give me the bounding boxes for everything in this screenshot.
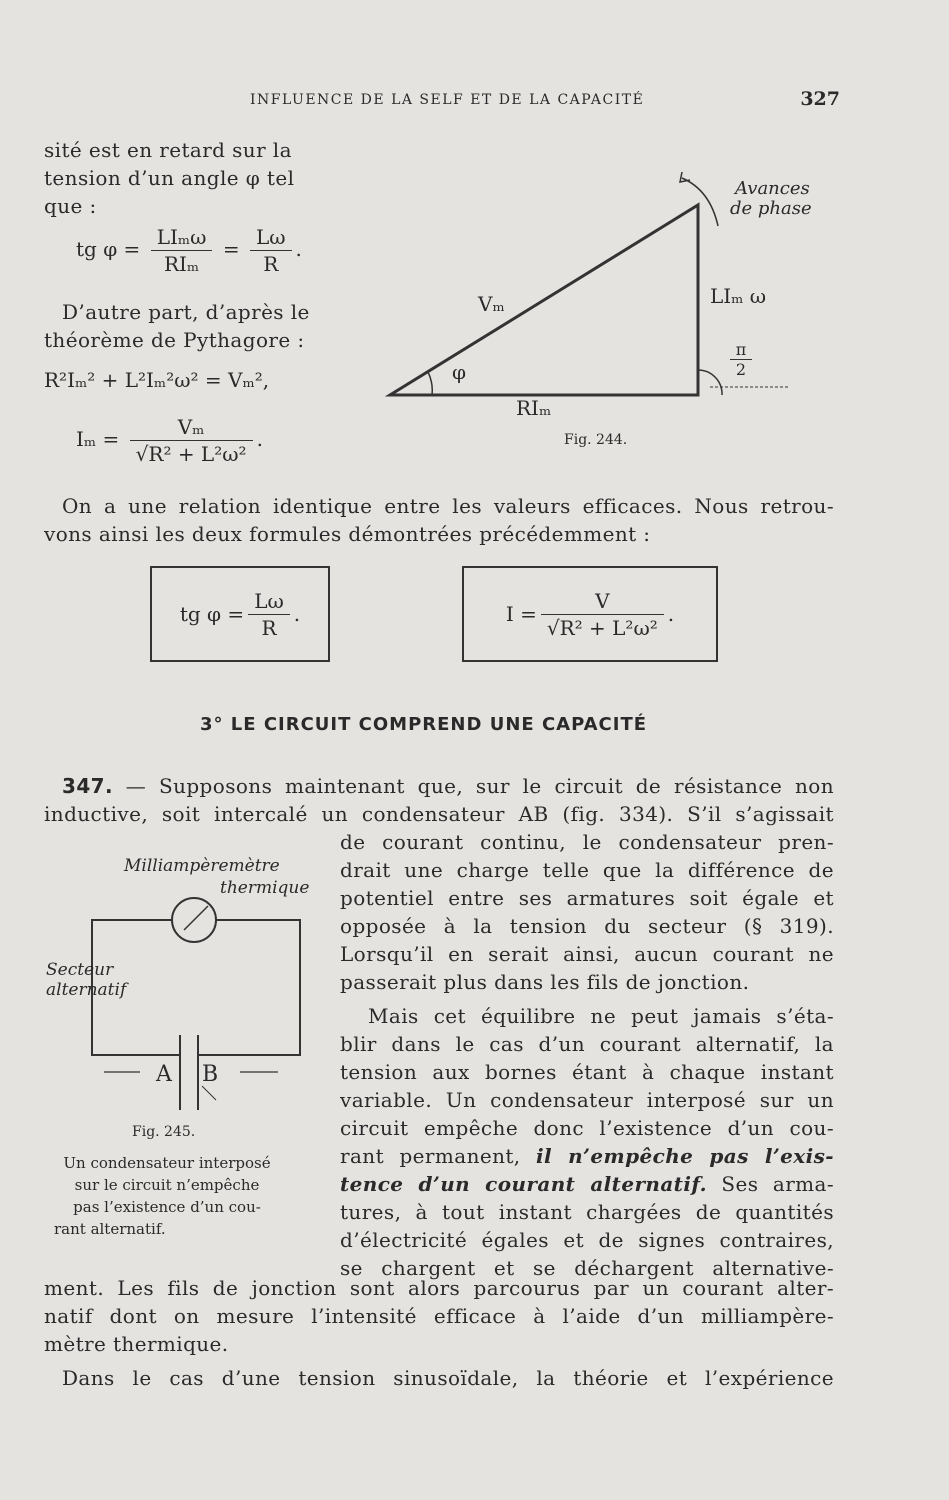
arrow-label-1: Avances bbox=[735, 178, 810, 199]
text-line: opposée à la tension du secteur (§ 319). bbox=[340, 914, 834, 938]
text-line: blir dans le cas d’un courant alternatif, la bbox=[340, 1032, 834, 1056]
plate-b-label: B bbox=[202, 1062, 219, 1087]
fraction: $\frac{L\omega}{R}$ bbox=[250, 224, 292, 277]
text-line: inductive, soit intercalé un condensateur AB (fig. 334). S’il s’agissait bbox=[44, 802, 834, 826]
source-label-1: Secteur bbox=[46, 960, 114, 980]
running-title: INFLUENCE DE LA SELF ET DE LA CAPACITÉ bbox=[250, 92, 645, 108]
meter-label-2: thermique bbox=[220, 878, 310, 898]
caption-line: sur le circuit n’empêche bbox=[74, 1176, 260, 1194]
text-line: Mais cet équilibre ne peut jamais s’éta- bbox=[368, 1004, 834, 1028]
text-line: circuit empêche donc l’existence d’un cou- bbox=[340, 1116, 834, 1140]
formula-box-current: I = $\frac{V}{\text{√R² + L²ω²}}$ . bbox=[462, 566, 718, 662]
text-line: rant permanent, il n’empêche pas l’exis- bbox=[340, 1144, 834, 1168]
text-line: passerait plus dans les fils de jonction. bbox=[340, 970, 750, 994]
text-line: se chargent et se déchargent alternative- bbox=[340, 1256, 834, 1280]
text-line: variable. Un condensateur interposé sur un bbox=[340, 1088, 834, 1112]
hypotenuse-label: Vₘ bbox=[478, 292, 505, 316]
section-heading: 3° LE CIRCUIT COMPREND UNE CAPACITÉ bbox=[200, 714, 648, 735]
equation-tan-phi: tg φ = $\frac{\text{LIₘω}}{\text{RIₘ}}$ = $\frac{L\omega}{R}$ . bbox=[76, 225, 302, 276]
vertical-label: LIₘ ω bbox=[710, 284, 767, 308]
right-column-text bbox=[340, 828, 834, 1282]
caption-line: Un condensateur interposé bbox=[63, 1154, 271, 1172]
last-line: Dans le cas d’une tension sinusoïdale, la théorie et l’expérience bbox=[62, 1366, 834, 1390]
base-label: RIₘ bbox=[516, 396, 552, 420]
meter-label-1: Milliampèremètre bbox=[124, 856, 280, 876]
equation-im: Iₘ = $\frac{\text{Vₘ}}{\text{√R² + L²ω²}}$ . bbox=[76, 415, 263, 466]
formula-box-tan: tg φ = $\frac{L\omega}{R}$ . bbox=[150, 566, 330, 662]
text-line: 347. — Supposons maintenant que, sur le circuit de résistance non bbox=[62, 774, 834, 798]
text-line: natif dont on mesure l’intensité efficace à l’aide d’un milliampère- bbox=[44, 1304, 834, 1328]
figure-245 bbox=[40, 850, 330, 1110]
source-label-2: alternatif bbox=[46, 980, 127, 1000]
arrow-label-2: de phase bbox=[730, 198, 812, 219]
pythagore-text bbox=[44, 298, 310, 354]
figure-244 bbox=[380, 160, 840, 460]
text-line: théorème de Pythagore : bbox=[44, 328, 305, 352]
paragraph-relation bbox=[44, 492, 834, 548]
text-line: que : bbox=[44, 194, 97, 218]
text-line: tures, à tout instant chargées de quantités bbox=[340, 1200, 834, 1224]
text-line: sité est en retard sur la bbox=[44, 138, 292, 162]
text-line: de courant continu, le condensateur pren- bbox=[340, 830, 834, 854]
text-line: drait une charge telle que la différence de bbox=[340, 858, 834, 882]
equation-pythagore: R²Iₘ² + L²Iₘ²ω² = Vₘ², bbox=[44, 368, 270, 392]
text-line: potentiel entre ses armatures soit égale et bbox=[340, 886, 834, 910]
text-line: tension d’un angle φ tel bbox=[44, 166, 295, 190]
figure-245-description bbox=[36, 1152, 298, 1240]
figure-caption: Fig. 244. bbox=[564, 432, 628, 448]
page-number: 327 bbox=[800, 88, 840, 110]
fraction: $\frac{\text{LIₘω}}{\text{RIₘ}}$ bbox=[151, 224, 213, 277]
running-header bbox=[40, 88, 840, 114]
caption-line: pas l’existence d’un cou- bbox=[73, 1198, 261, 1216]
paragraph-347 bbox=[44, 772, 834, 828]
intro-text bbox=[44, 136, 294, 220]
right-angle-label: π 2 bbox=[730, 340, 752, 379]
text-line: tension aux bornes étant à chaque instant bbox=[340, 1060, 834, 1084]
fraction: $\frac{\text{Vₘ}}{\text{√R² + L²ω²}}$ bbox=[130, 414, 253, 467]
text-line: d’électricité égales et de signes contraires, bbox=[340, 1228, 834, 1252]
text-line: tence d’un courant alternatif. Ses arma- bbox=[340, 1172, 834, 1196]
text-line: vons ainsi les deux formules démontrées précédemment : bbox=[44, 522, 651, 546]
text-line: ment. Les fils de jonction sont alors parcourus par un courant alter- bbox=[44, 1276, 834, 1300]
text-line: mètre thermique. bbox=[44, 1332, 229, 1356]
caption-line: rant alternatif. bbox=[54, 1220, 166, 1238]
angle-label: φ bbox=[452, 360, 467, 384]
text-line: D’autre part, d’après le bbox=[62, 300, 310, 324]
full-width-text bbox=[44, 1274, 834, 1358]
figure-245-caption: Fig. 245. bbox=[132, 1124, 196, 1140]
text-line: Lorsqu’il en serait ainsi, aucun courant ne bbox=[340, 942, 834, 966]
text-line: On a une relation identique entre les valeurs efficaces. Nous retrou- bbox=[62, 494, 834, 518]
plate-a-label: A bbox=[156, 1062, 172, 1087]
